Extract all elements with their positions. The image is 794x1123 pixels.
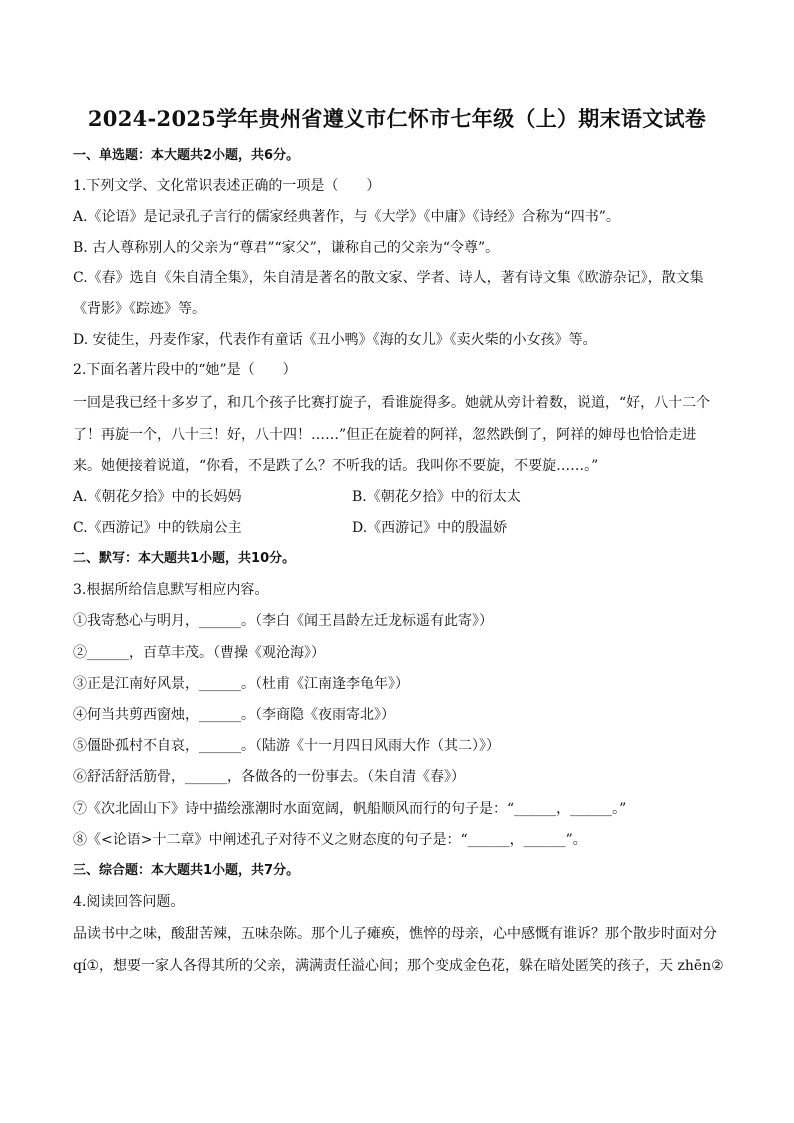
question-3-item-7: ⑦《次北固山下》诗中描绘涨潮时水面宽阔，帆船顺风而行的句子是：“______，______。” [73, 801, 627, 817]
question-3-item-8: ⑧《<论语>十二章》中阐述孔子对待不义之财态度的句子是：“______，______”。 [73, 832, 587, 848]
question-3-item-1: ①我寄愁心与明月，______。（李白《闻王昌龄左迁龙标遥有此寄》） [73, 613, 493, 629]
section-2-heading: 二、默写：本大题共1小题，共10分。 [73, 551, 296, 566]
question-2-stem: 2.下面名著片段中的“她”是（ ） [73, 362, 297, 378]
question-3-item-3: ③正是江南好风景，______。（杜甫《江南逢李龟年》） [73, 676, 409, 692]
question-2-passage-line1: 一回是我已经十多岁了，和几个孩子比赛打旋子，看谁旋得多。她就从旁计着数，说道，“好，八十二个 [73, 395, 711, 411]
question-1-option-b: B. 古人尊称别人的父亲为“尊君”“家父”，谦称自己的父亲为“令尊”。 [73, 240, 500, 256]
question-2-option-d: D.《西游记》中的殷温娇 [352, 520, 508, 536]
exam-title: 2024-2025学年贵州省遵义市仁怀市七年级（上）期末语文试卷 [87, 106, 707, 131]
section-1-heading: 一、单选题：本大题共2小题，共6分。 [73, 148, 300, 163]
question-1-stem: 1.下列文学、文化常识表述正确的一项是（ ） [73, 178, 381, 194]
question-2-option-a: A.《朝花夕拾》中的长妈妈 [73, 489, 242, 505]
question-4-passage-line1: 品读书中之味，酸甜苦辣，五味杂陈。那个儿子瘫痪，憔悴的母亲，心中感慨有谁诉？那个散步时面对分 [73, 926, 717, 942]
question-3-stem: 3.根据所给信息默写相应内容。 [73, 582, 269, 598]
question-2-passage-line2: 了！再旋一个，八十三！好，八十四！……”但正在旋着的阿祥，忽然跌倒了，阿祥的婶母也恰恰走进 [73, 427, 697, 443]
question-1-option-a: A.《论语》是记录孔子言行的儒家经典著作，与《大学》《中庸》《诗经》合称为“四书”。 [73, 209, 620, 225]
section-3-heading: 三、综合题：本大题共1小题，共7分。 [73, 863, 300, 878]
question-4-passage-line2: qí①，想要一家人各得其所的父亲，满满责任溢心间；那个变成金色花，躲在暗处匿笑的孩子，天 zhēn② [73, 958, 724, 974]
question-3-item-5: ⑤僵卧孤村不自哀，______。（陆游《十一月四日风雨大作（其二）》） [73, 738, 500, 754]
question-1-option-d: D. 安徒生，丹麦作家，代表作有童话《丑小鸭》《海的女儿》《卖火柴的小女孩》等。 [73, 332, 597, 348]
question-2-passage-line3: 来。她便接着说道，“你看，不是跌了么？不听我的话。我叫你不要旋，不要旋……。” [73, 458, 599, 474]
question-1-option-c-line1: C.《春》选自《朱自清全集》，朱自清是著名的散文家、学者、诗人，著有诗文集《欧游杂记》，散文集 [73, 270, 704, 286]
question-3-item-6: ⑥舒活舒活筋骨，______，各做各的一份事去。（朱自清《春》） [73, 769, 465, 785]
question-1-option-c-line2: 《背影》《踪迹》等。 [73, 301, 206, 317]
question-3-item-2: ②______，百草丰茂。（曹操《观沧海》） [73, 645, 325, 661]
question-2-option-b: B.《朝花夕拾》中的衍太太 [352, 489, 521, 505]
question-3-item-4: ④何当共剪西窗烛，______。（李商隐《夜雨寄北》） [73, 707, 395, 723]
question-2-option-c: C.《西游记》中的铁扇公主 [73, 520, 242, 536]
question-4-stem: 4.阅读回答问题。 [73, 894, 185, 910]
